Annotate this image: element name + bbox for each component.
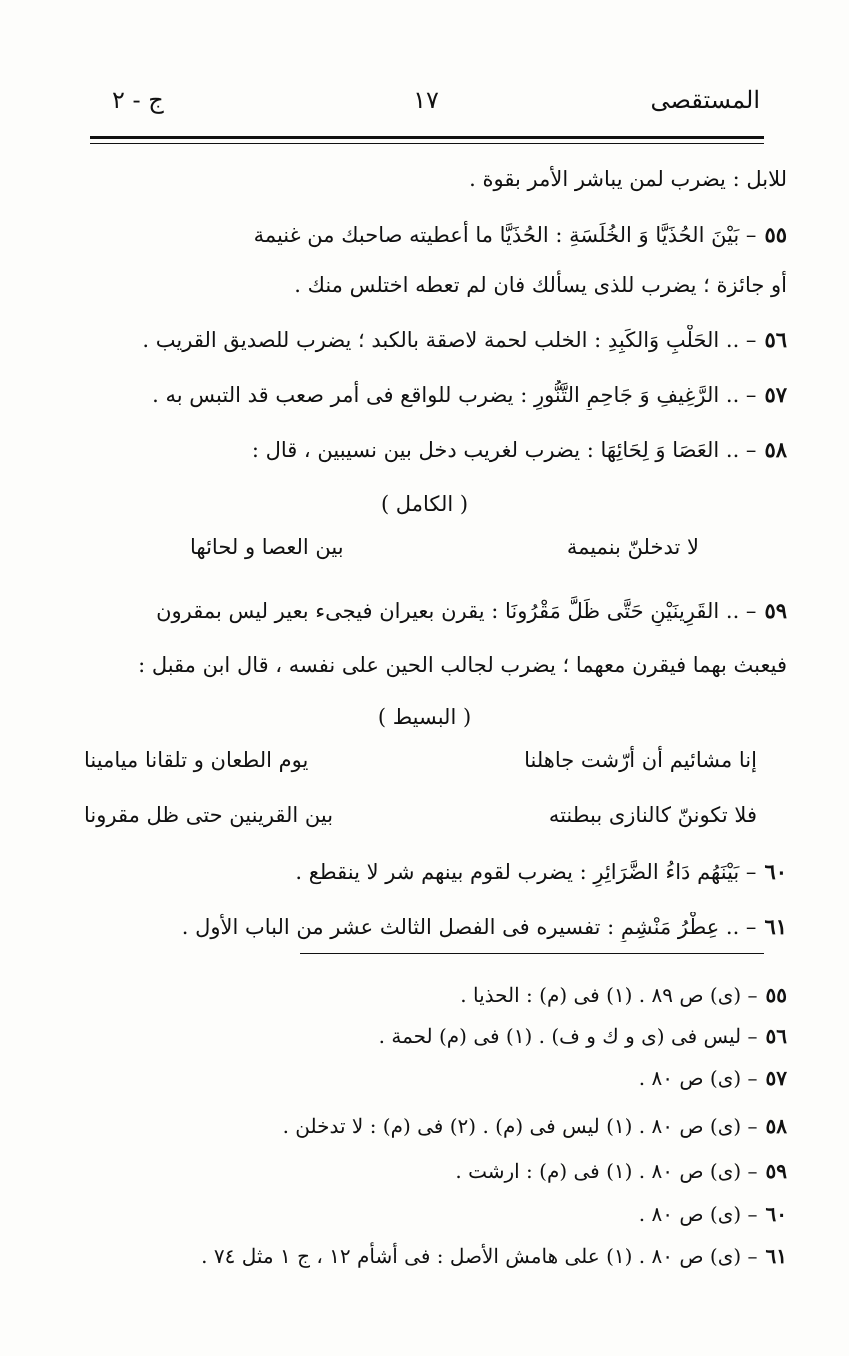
entry-57: ٥٧– .. الرَّغِيفِ وَ جَاحِمِ التَّنُّورِ : يضرب للواقع فى أمر صعب قد التبس به . xyxy=(152,382,787,407)
footnote: ٦٠– (ى) ص ٨٠ . xyxy=(638,1202,787,1226)
page-number: ١٧ xyxy=(413,86,439,114)
footnote-rule xyxy=(300,953,764,954)
entry-61: ٦١– .. عِطْرُ مَنْشِمِ : تفسيره فى الفصل الثالث عشر من الباب الأول . xyxy=(181,914,787,939)
verse-line: فلا تكوننّ كالنازى ببطنته بين القرينين حتى ظل مقرونا xyxy=(84,803,757,827)
entry-59: ٥٩– .. القَرِينَيْنِ حَتَّى ظَلَّ مَقْرُونَا : يقرن بعيران فيجىء بعير ليس بمقرون xyxy=(156,598,787,623)
footnote: ٥٧– (ى) ص ٨٠ . xyxy=(638,1066,787,1090)
verse-line: لا تدخلنّ بنميمة بين العصا و لحائها xyxy=(190,535,699,559)
footnote: ٥٩– (ى) ص ٨٠ . (١) فى (م) : ارشت . xyxy=(455,1159,787,1183)
entry-55: ٥٥– بَيْنَ الحُذَيَّا وَ الخُلَسَةِ : الحُذَيَّا ما أعطيته صاحبك من غنيمة xyxy=(253,222,787,247)
footnote: ٥٨– (ى) ص ٨٠ . (١) ليس فى (م) . (٢) فى (م) : لا تدخلن . xyxy=(282,1114,787,1138)
footnote: ٦١– (ى) ص ٨٠ . (١) على هامش الأصل : فى أشأم ١٢ ، ج ١ مثل ٧٤ . xyxy=(201,1244,787,1268)
header-rule xyxy=(90,136,764,139)
footnote: ٥٥– (ى) ص ٨٩ . (١) فى (م) : الحذيا . xyxy=(460,983,787,1007)
text-line: أو جائزة ؛ يضرب للذى يسألك فان لم تعطه اختلس منك . xyxy=(294,273,787,297)
meter-label: ( الكامل ) xyxy=(380,492,469,516)
entry-60: ٦٠– بَيْنَهُم دَاءُ الضَّرَائِرِ : يضرب لقوم بينهم شر لا ينقطع . xyxy=(295,859,787,884)
entry-58: ٥٨– .. العَصَا وَ لِحَائِهَا : يضرب لغريب دخل بين نسيبين ، قال : xyxy=(251,437,787,462)
footnote: ٥٦– ليس فى (ى و ك و ف) . (١) فى (م) لحمة . xyxy=(378,1024,787,1048)
volume-label: ج - ٢ xyxy=(112,86,164,114)
page-header xyxy=(92,86,760,126)
text-line: للابل : يضرب لمن يباشر الأمر بقوة . xyxy=(469,167,787,191)
header-rule-thin xyxy=(90,143,764,144)
entry-56: ٥٦– .. الحَلْبِ وَالكَبِدِ : الخلب لحمة لاصقة بالكبد ؛ يضرب للصديق القريب . xyxy=(142,327,787,352)
text-line: فيعبث بهما فيقرن معهما ؛ يضرب لجالب الحين على نفسه ، قال ابن مقبل : xyxy=(138,653,787,677)
book-title: المستقصى xyxy=(650,86,760,114)
meter-label: ( البسيط ) xyxy=(377,705,472,729)
verse-line: إنا مشائيم أن أرّشت جاهلنا يوم الطعان و تلقانا ميامينا xyxy=(84,748,757,772)
